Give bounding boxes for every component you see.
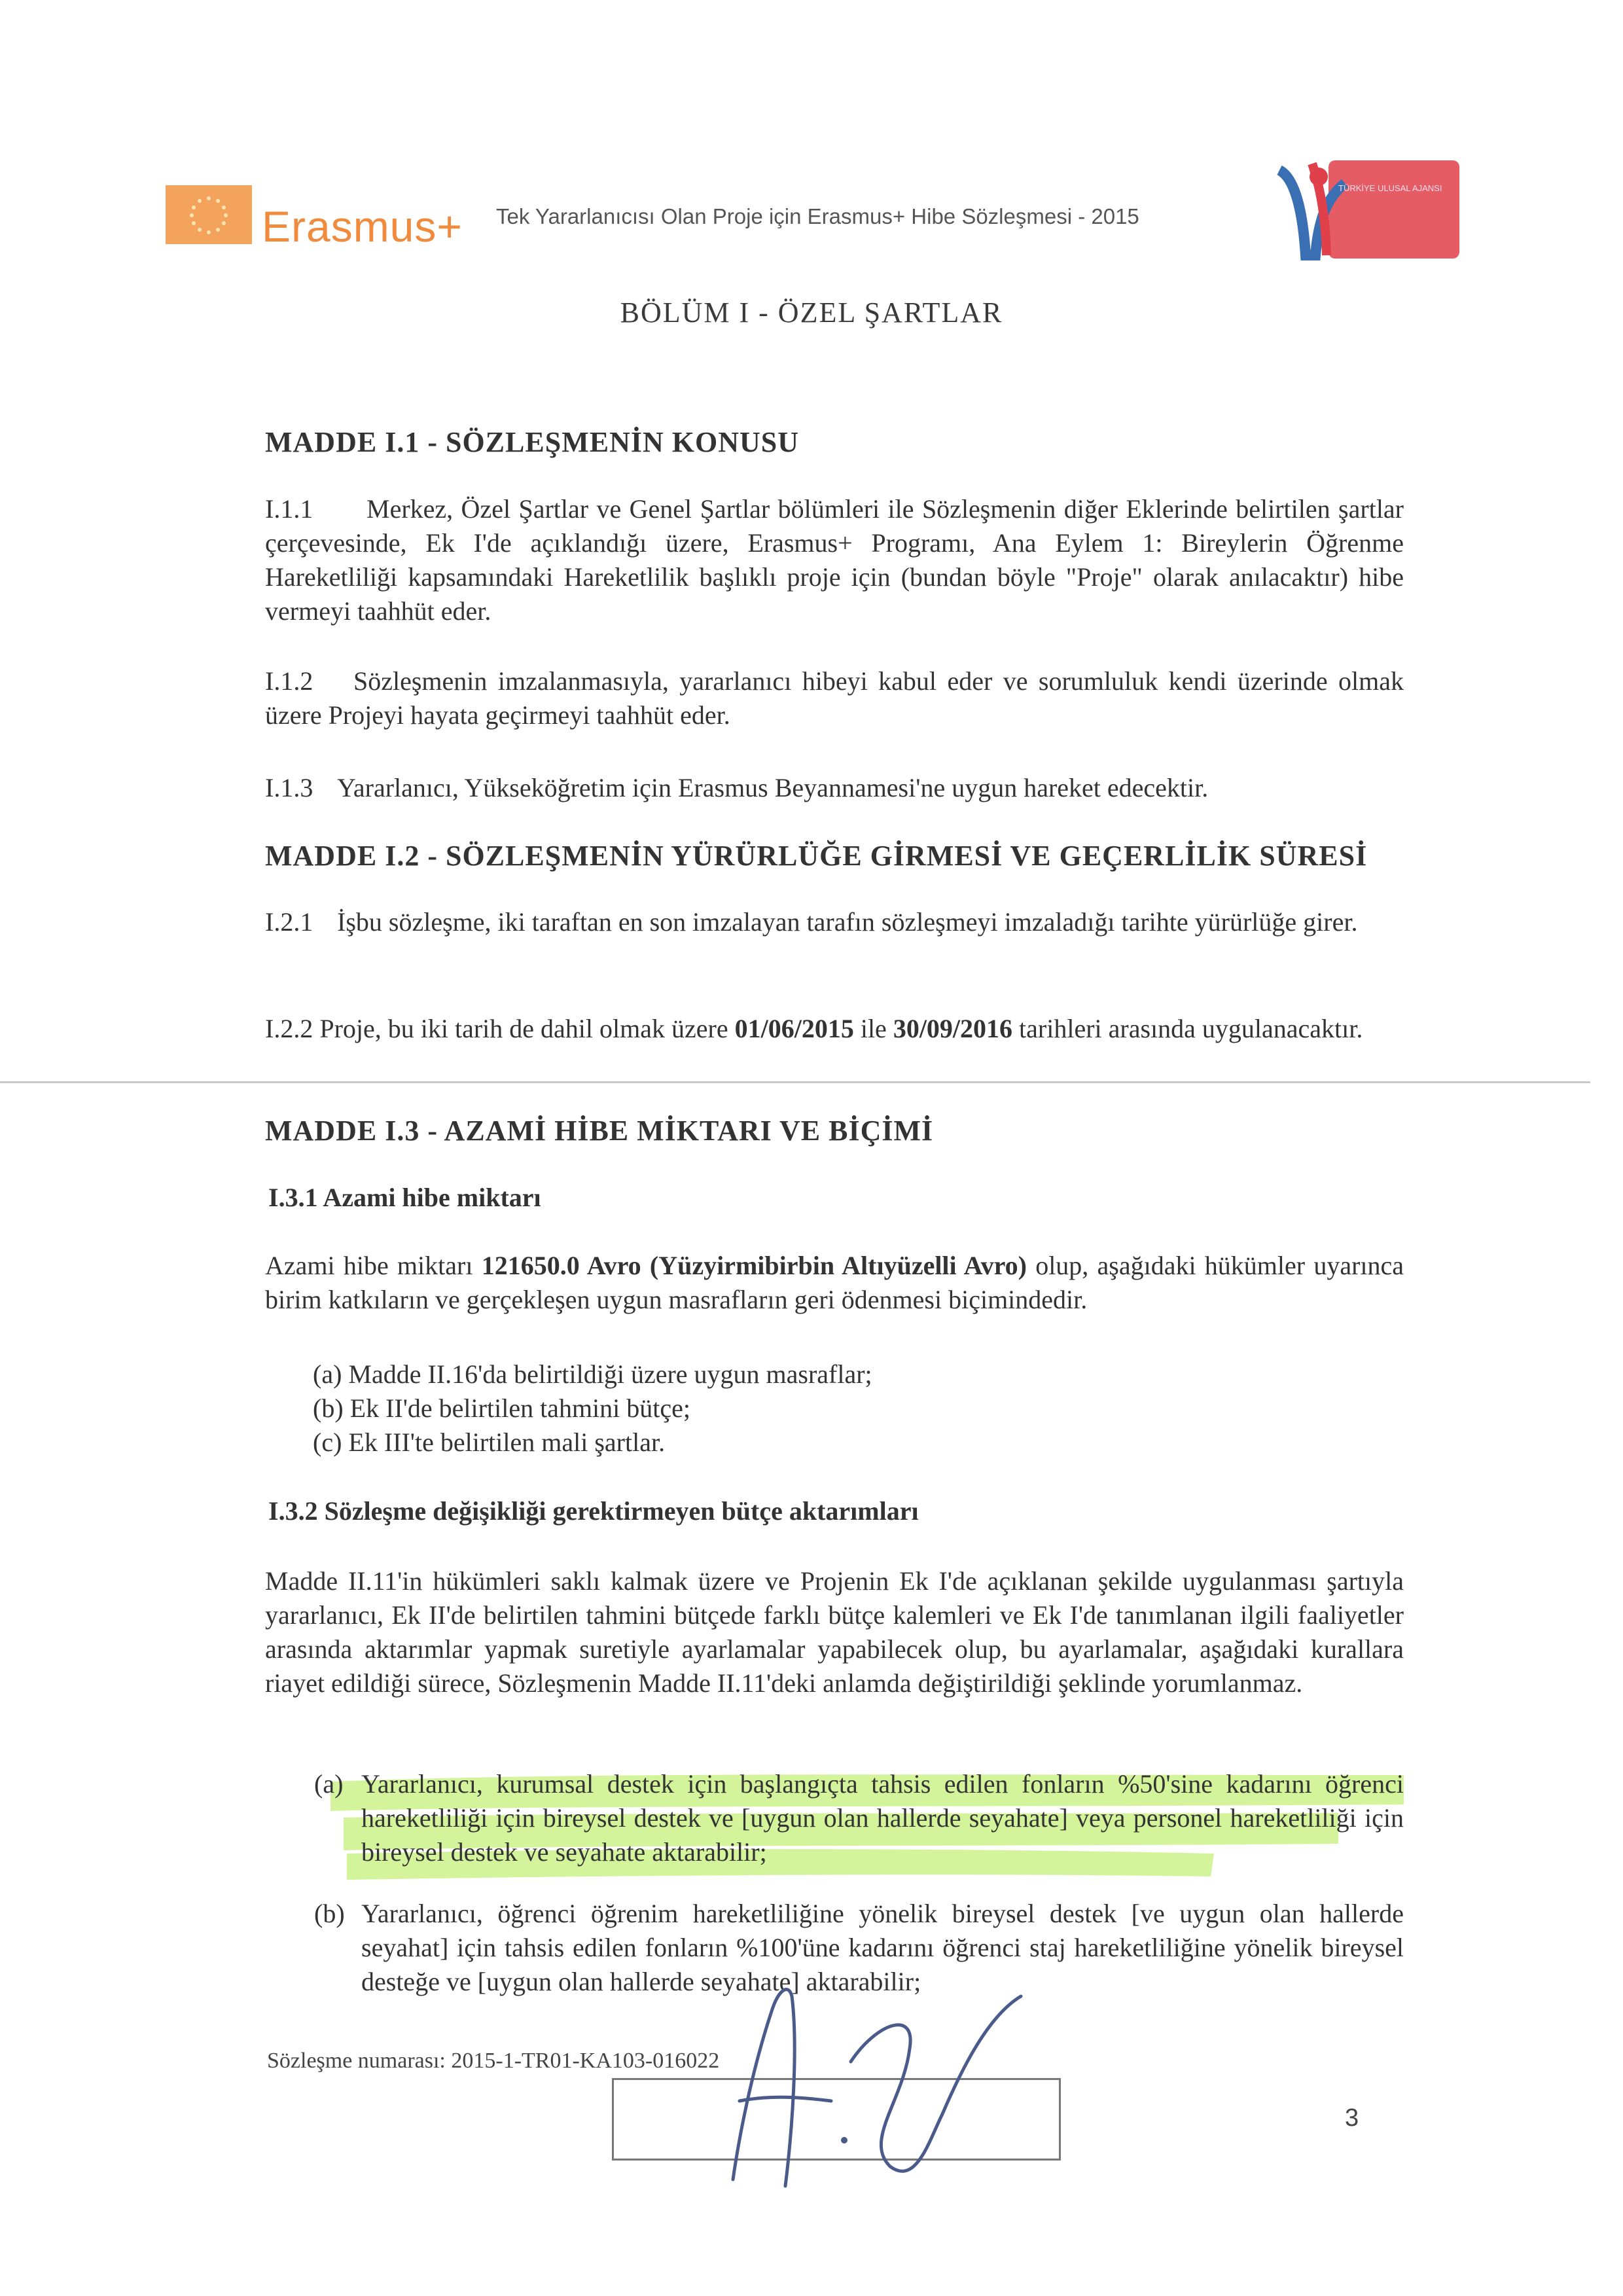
clause-text: Yararlanıcı, kurumsal destek için başlangıçta tahsis edilen fonların %50'sine kadarını öğrenci hareketliliği için bireysel destek ve [uygun olan hallerde seyahate] veya personel hareketliliği için bireysel destek ve seyahate aktarabilir; bbox=[361, 1769, 1404, 1867]
clause-label: (a) bbox=[314, 1769, 344, 1799]
paragraph-2-1 bbox=[265, 905, 1404, 939]
paragraph-number: I.1.1 bbox=[265, 494, 313, 524]
paragraph-1-3 bbox=[265, 771, 1404, 805]
handwritten-signature bbox=[681, 1970, 1047, 2206]
paragraph-number: I.2.1 bbox=[265, 907, 313, 937]
agency-logo-text: TÜRKİYE ULUSAL AJANSI bbox=[1338, 183, 1442, 193]
paragraph-3-1 bbox=[265, 1249, 1404, 1317]
text-segment: Azami hibe miktarı bbox=[265, 1251, 473, 1280]
list-item-c: (c) Ek III'te belirtilen mali şartlar. bbox=[313, 1427, 666, 1457]
contract-number: Sözleşme numarası: 2015-1-TR01-KA103-016022 bbox=[267, 2049, 720, 2073]
eu-flag-icon bbox=[166, 185, 252, 244]
article-3-title: MADDE I.3 - AZAMİ HİBE MİKTARI VE BİÇİMİ bbox=[265, 1115, 934, 1147]
paragraph-1-2 bbox=[265, 664, 1404, 732]
clause-label: (b) bbox=[314, 1899, 345, 1928]
national-agency-logo bbox=[1266, 157, 1463, 265]
article-1-title: MADDE I.1 - SÖZLEŞMENİN KONUSU bbox=[265, 426, 799, 458]
paragraph-1-1 bbox=[265, 492, 1404, 628]
subsection-3-2-title: I.3.2 Sözleşme değişikliği gerektirmeyen bütçe aktarımları bbox=[268, 1496, 919, 1526]
paragraph-3-2: Madde II.11'in hükümleri saklı kalmak üzere ve Projenin Ek I'de açıklanan şekilde uygulanması şartıyla yararlanıcı, Ek II'de belirtilen tahmini bütçede farklı bütçe kalemleri ve Ek I'de tanımlanan ilgili faaliyetler arasında aktarımlar yapmak suretiyle ayarlamalar yapabilecek olup, bu ayarlamalar, aşağıdaki kurallara riayet edildiği sürece, Sözleşmenin Madde II.11'deki anlamda değiştirildiği şeklinde yorumlanmaz. bbox=[265, 1566, 1404, 1698]
clause-text: Yararlanıcı, öğrenci öğrenim hareketliliğine yönelik bireysel destek [ve uygun olan hallerde seyahat] için tahsis edilen fonların %100'üne kadarını öğrenci staj hareketliliğine yönelik bireysel desteğe ve [uygun olan hallerde seyahate] aktarabilir; bbox=[361, 1899, 1404, 1996]
header-title: Tek Yararlanıcısı Olan Proje için Erasmus+ Hibe Sözleşmesi - 2015 bbox=[496, 204, 1139, 228]
list-item-b: (b) Ek II'de belirtilen tahmini bütçe; bbox=[313, 1393, 691, 1423]
paragraph-number: I.1.3 bbox=[265, 773, 313, 802]
paragraph-text: Sözleşmenin imzalanmasıyla, yararlanıcı hibeyi kabul eder ve sorumluluk kendi üzerinde olmak üzere Projeyi hayata geçirmeyi taahhüt eder. bbox=[265, 666, 1404, 730]
scan-artifact-line bbox=[0, 1081, 1590, 1083]
paragraph-number: I.2.2 bbox=[265, 1014, 313, 1043]
start-date: 01/06/2015 bbox=[734, 1014, 854, 1043]
text-segment: tarihleri arasında uygulanacaktır. bbox=[1019, 1014, 1363, 1043]
clause-a bbox=[314, 1767, 1404, 1869]
text-segment: Proje, bu iki tarih de dahil olmak üzere bbox=[319, 1014, 728, 1043]
list-item-a: (a) Madde II.16'da belirtildiği üzere uygun masraflar; bbox=[313, 1359, 872, 1389]
section-title: BÖLÜM I - ÖZEL ŞARTLAR bbox=[620, 296, 1003, 329]
erasmus-logo: Erasmus+ bbox=[262, 202, 463, 251]
page-number: 3 bbox=[1345, 2104, 1359, 2132]
paragraph-text: İşbu sözleşme, iki taraftan en son imzalayan tarafın sözleşmeyi imzaladığı tarihte yürürlüğe girer. bbox=[337, 907, 1358, 937]
text-segment: olup, aşağıdaki hükümler uyarınca birim katkıların ve gerçekleşen uygun masrafların geri ödenmesi biçimindedir. bbox=[265, 1251, 1404, 1314]
eu-stars-icon bbox=[166, 185, 252, 244]
end-date: 30/09/2016 bbox=[893, 1014, 1013, 1043]
paragraph-text: Yararlanıcı, Yükseköğretim için Erasmus Beyannamesi'ne uygun hareket edecektir. bbox=[337, 773, 1209, 802]
paragraph-text bbox=[265, 1012, 1404, 1046]
paragraph-text: Merkez, Özel Şartlar ve Genel Şartlar bölümleri ile Sözleşmenin diğer Eklerinde belirtilen şartlar çerçevesinde, Ek I'de açıklandığı üzere, Erasmus+ Programı, Ana Eylem 1: Bireylerin Öğrenme Hareketliliği kapsamındaki Hareketlilik başlıklı proje için (bundan böyle "Proje" olarak anılacaktır) hibe vermeyi taahhüt eder. bbox=[265, 494, 1404, 626]
text-segment: ile bbox=[860, 1014, 887, 1043]
paragraph-2-2 bbox=[265, 1012, 1404, 1046]
paragraph-number: I.1.2 bbox=[265, 666, 313, 696]
grant-amount: 121650.0 Avro (Yüzyirmibirbin Altıyüzelli Avro) bbox=[481, 1251, 1027, 1280]
article-2-title: MADDE I.2 - SÖZLEŞMENİN YÜRÜRLÜĞE GİRMESİ VE GEÇERLİLİK SÜRESİ bbox=[265, 840, 1368, 872]
subsection-3-1-title: I.3.1 Azami hibe miktarı bbox=[268, 1183, 541, 1212]
